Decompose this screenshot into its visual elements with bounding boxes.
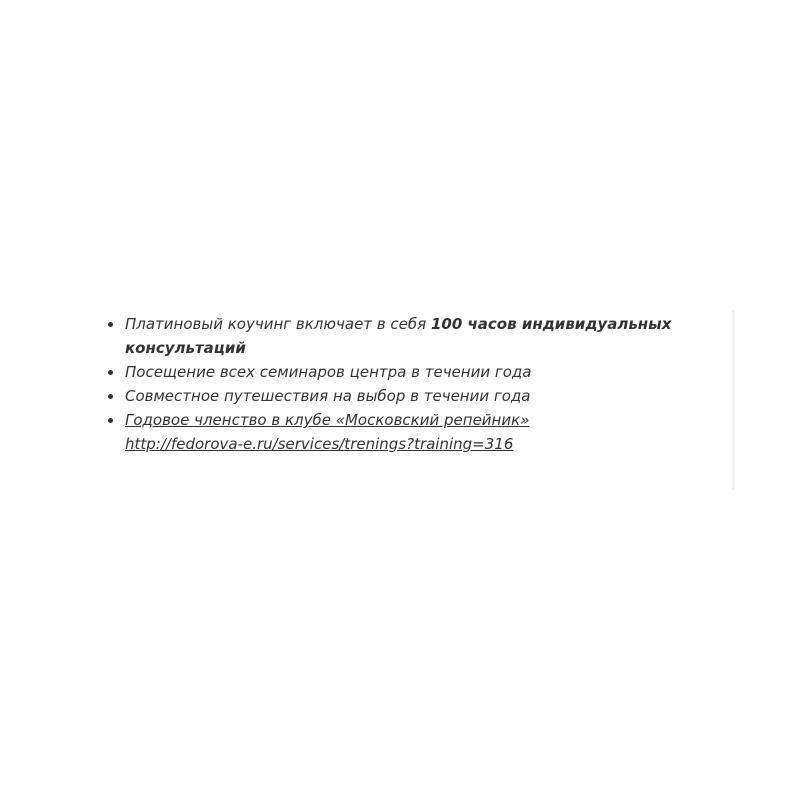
list-item <box>106 360 706 384</box>
list-item-text: Посещение всех семинаров центра в течении года <box>125 363 532 381</box>
link-url-text: http://fedorova-e.ru/services/trenings?training=316 <box>125 435 514 453</box>
link-text: Годовое членство в клубе «Московский репейник» <box>125 411 530 429</box>
list-item <box>106 408 706 456</box>
bullet-list <box>106 312 706 456</box>
club-membership-link[interactable] <box>125 408 706 456</box>
list-item <box>106 384 706 408</box>
list-item-bold-text: 100 часов индивидуальных консультаций <box>125 315 672 357</box>
list-item <box>106 312 706 360</box>
list-item-text: Платиновый коучинг включает в себя <box>125 315 431 333</box>
right-divider <box>732 310 735 490</box>
list-item-text: Совместное путешествия на выбор в течении года <box>125 387 531 405</box>
content-block <box>106 312 706 456</box>
